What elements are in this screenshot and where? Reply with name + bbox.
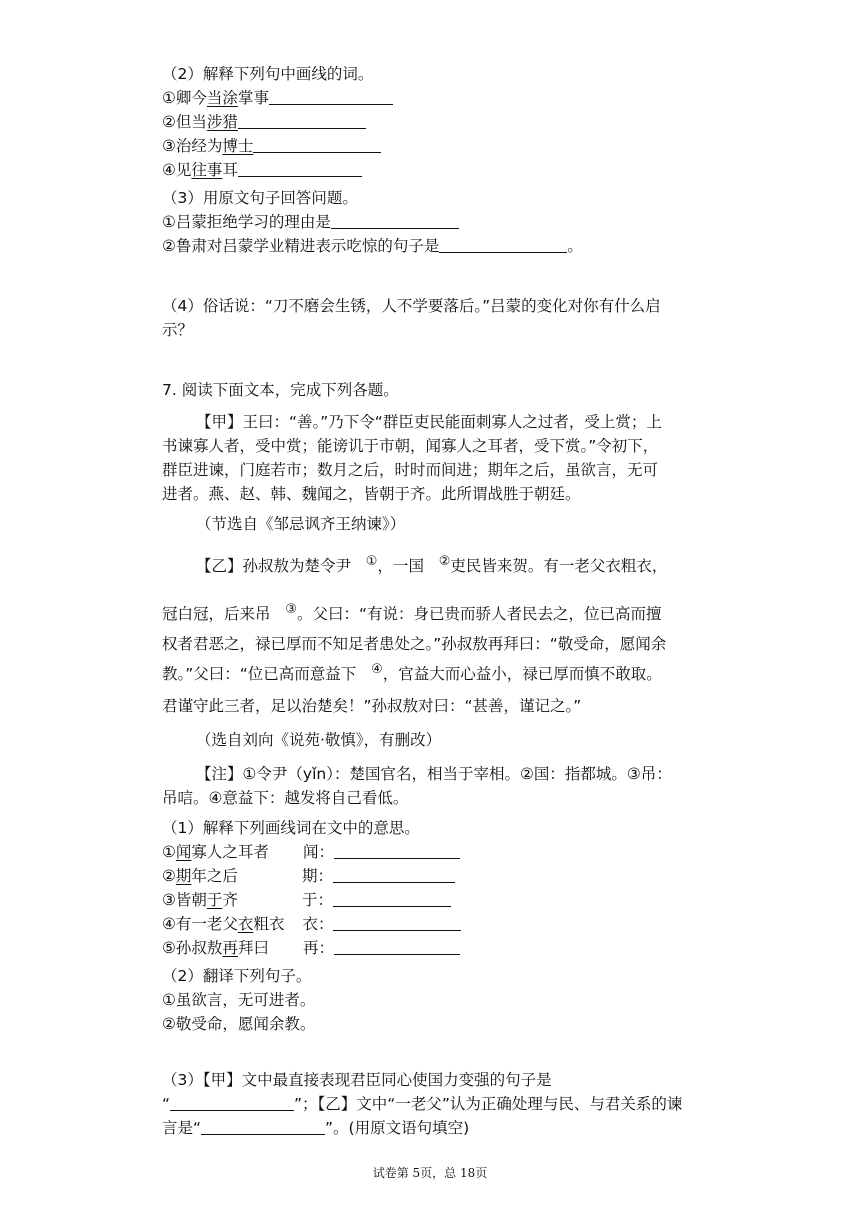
q6-part2-item-2: ②但当涉猎: [162, 112, 366, 132]
q7-part2-item-2: ②敬受命，愿闻余教。: [162, 1015, 316, 1033]
answer-blank[interactable]: [331, 214, 459, 229]
answer-blank[interactable]: [269, 90, 393, 105]
footnote-marker: ①: [365, 554, 378, 569]
footnote-marker: ②: [438, 554, 451, 569]
answer-blank[interactable]: [333, 892, 451, 907]
jia-line-1: 【甲】王曰：“善。”乃下令“群臣吏民能面刺寡人之过者，受上赏；上: [196, 413, 662, 431]
answer-blank[interactable]: [201, 1120, 325, 1135]
answer-blank[interactable]: [333, 916, 461, 931]
note-line-2: 吊唁。④意益下：越发将自己看低。: [162, 789, 409, 807]
yi-line-2: 冠白冠，后来吊 ③。父曰：“有说：身已贵而骄人者民去之，位已高而擅: [162, 602, 662, 623]
q6-part4-line-1: （4）俗话说：“刀不磨会生锈，人不学要落后。”吕蒙的变化对你有什么启: [162, 297, 661, 315]
answer-blank[interactable]: [334, 844, 460, 859]
yi-line-3: 权者君恶之，禄已厚而不知足者患处之。”孙叔敖再拜曰：“敬受命，愿闻余: [162, 635, 667, 653]
q7-heading: 7. 阅读下面文本，完成下列各题。: [162, 381, 399, 399]
yi-line-4: 教。”父曰：“位已高而意益下 ④，官益大而心益小，禄已厚而慎不敢取。: [162, 662, 662, 683]
jia-source: （节选自《邹忌讽齐王纳谏》）: [196, 515, 406, 533]
q6-part2-title: （2）解释下列句中画线的词。: [162, 65, 374, 83]
answer-blank[interactable]: [238, 162, 362, 177]
q6-part2-item-3: ③治经为博士: [162, 136, 381, 156]
q7-part1-title: （1）解释下列画线词在文中的意思。: [162, 819, 420, 837]
q7-part2-title: （2）翻译下列句子。: [162, 967, 312, 985]
q7-part3-line-1: （3）【甲】文中最直接表现君臣同心使国力变强的句子是: [162, 1071, 552, 1089]
q6-part2-item-1: ①卿今当涂掌事: [162, 88, 393, 108]
yi-line-5: 君谨守此三者，足以治楚矣！”孙叔敖对曰：“甚善，谨记之。”: [162, 697, 582, 715]
page-footer: 试卷第 5页，总 18页: [372, 1166, 488, 1180]
q7-part1-item-5: ⑤孙叔敖再拜曰 再：: [162, 938, 460, 958]
q6-part2-item-4: ④见往事耳: [162, 160, 362, 180]
yi-line-1: 【乙】孙叔敖为楚令尹 ①，一国 ②吏民皆来贺。有一老父衣粗衣，: [196, 554, 668, 575]
q7-part1-item-3: ③皆朝于齐 于：: [162, 890, 451, 910]
q7-part3-line-3: 言是“ ”。(用原文语句填空): [162, 1119, 470, 1137]
note-line-1: 【注】①令尹（yǐn）：楚国官名，相当于宰相。②国：指都城。③吊：: [196, 765, 672, 783]
answer-blank[interactable]: [253, 138, 381, 153]
answer-blank[interactable]: [334, 940, 460, 955]
footnote-marker: ④: [371, 662, 383, 677]
answer-blank[interactable]: [333, 868, 455, 883]
q7-part1-item-1: ①闻寡人之耳者 闻：: [162, 842, 460, 862]
footnote-marker: ③: [285, 602, 297, 617]
q7-part1-item-2: ②期年之后 期：: [162, 866, 455, 886]
jia-line-2: 书谏寡人者，受中赏；能谤讥于市朝，闻寡人之耳者，受下赏。”令初下，: [162, 437, 659, 455]
q6-part4-line-2: 示？: [162, 321, 194, 339]
jia-line-4: 进者。燕、赵、韩、魏闻之，皆朝于齐。此所谓战胜于朝廷。: [162, 485, 581, 503]
q6-part3-title: （3）用原文句子回答问题。: [162, 189, 358, 207]
answer-blank[interactable]: [439, 238, 567, 253]
jia-line-3: 群臣进谏，门庭若市；数月之后，时时而间进；期年之后，虽欲言，无可: [162, 461, 659, 479]
answer-blank[interactable]: [238, 114, 366, 129]
answer-blank[interactable]: [170, 1096, 294, 1111]
q6-part3-item-2: ②鲁肃对吕蒙学业精进表示吃惊的句子是 。: [162, 237, 583, 255]
q6-part3-item-1: ①吕蒙拒绝学习的理由是: [162, 212, 459, 232]
q7-part3-line-2: “ ”；【乙】文中“一老父”认为正确处理与民、与君关系的谏: [162, 1095, 683, 1113]
q7-part1-item-4: ④有一老父衣粗衣 衣：: [162, 914, 461, 934]
yi-source: （选自刘向《说苑·敬慎》，有删改）: [196, 731, 442, 749]
q7-part2-item-1: ①虽欲言，无可进者。: [162, 991, 316, 1009]
